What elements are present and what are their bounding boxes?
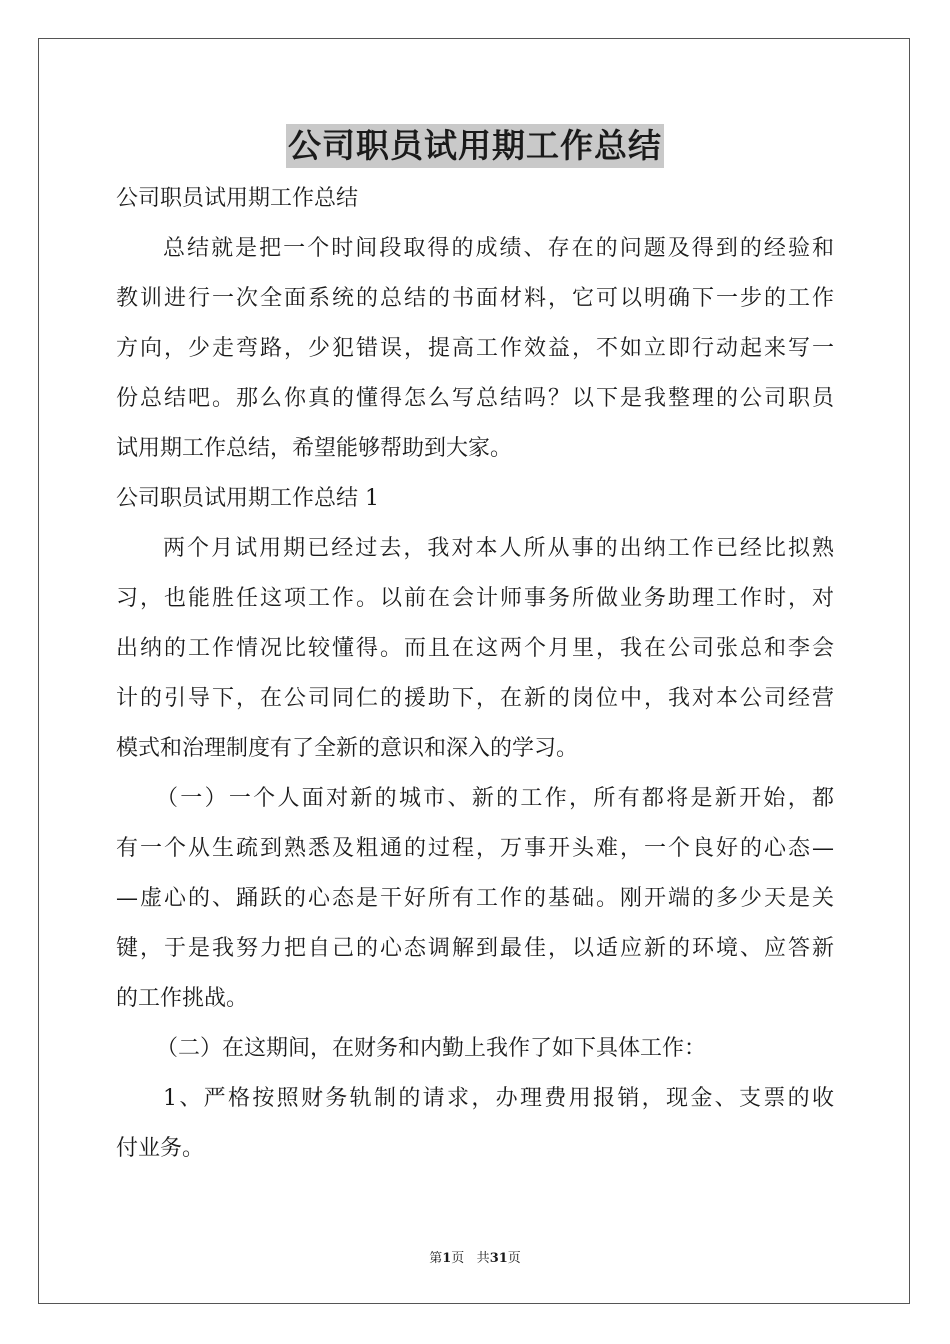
- total-prefix: 共: [476, 1251, 490, 1266]
- page-number: 1: [442, 1251, 452, 1266]
- paragraph-line: （一）一个人面对新的城市、新的工作，所有都将是新开始，都: [156, 786, 834, 811]
- total-suffix: 页: [507, 1251, 521, 1266]
- paragraph-line: 习，也能胜任这项工作。以前在会计师事务所做业务助理工作时，对: [116, 586, 834, 611]
- total-pages: 31: [489, 1251, 508, 1266]
- paragraph-line: 教训进行一次全面系统的总结的书面材料，它可以明确下一步的工作: [116, 286, 834, 311]
- paragraph-line: 两个月试用期已经过去，我对本人所从事的出纳工作已经比拟熟: [163, 536, 834, 561]
- paragraph-line: 方向，少走弯路，少犯错误，提高工作效益，不如立即行动起来写一: [116, 336, 834, 361]
- document-body: [116, 174, 834, 1174]
- page-suffix: 页: [451, 1251, 465, 1266]
- paragraph-line: 付业务。: [116, 1136, 205, 1161]
- paragraph-line: 键，于是我努力把自己的心态调解到最佳，以适应新的环境、应答新: [116, 936, 834, 961]
- paragraph-line: 有一个从生疏到熟悉及粗通的过程，万事开头难，一个良好的心态—: [116, 836, 834, 861]
- paragraph-line: 试用期工作总结，希望能够帮助到大家。: [116, 436, 513, 461]
- subtitle-line: 公司职员试用期工作总结: [116, 186, 359, 211]
- title-container: [0, 124, 950, 168]
- paragraph-line: 出纳的工作情况比较懂得。而且在这两个月里，我在公司张总和李会: [116, 636, 834, 661]
- paragraph-line: 模式和治理制度有了全新的意识和深入的学习。: [116, 736, 579, 761]
- document-title: 公司职员试用期工作总结: [286, 124, 664, 168]
- paragraph-line: （二）在这期间，在财务和内勤上我作了如下具体工作：: [156, 1036, 707, 1061]
- section-heading: 公司职员试用期工作总结 1: [116, 486, 379, 511]
- paragraph-line: 1、严格按照财务轨制的请求，办理费用报销，现金、支票的收: [163, 1086, 834, 1111]
- page-prefix: 第: [429, 1251, 443, 1266]
- paragraph-line: 计的引导下，在公司同仁的援助下，在新的岗位中，我对本公司经营: [116, 686, 834, 711]
- paragraph-line: 份总结吧。那么你真的懂得怎么写总结吗？以下是我整理的公司职员: [116, 386, 834, 411]
- page-footer: [0, 1247, 950, 1266]
- paragraph-line: —虚心的、踊跃的心态是干好所有工作的基础。刚开端的多少天是关: [116, 886, 834, 911]
- paragraph-line: 的工作挑战。: [116, 986, 249, 1011]
- paragraph-line: 总结就是把一个时间段取得的成绩、存在的问题及得到的经验和: [163, 236, 834, 261]
